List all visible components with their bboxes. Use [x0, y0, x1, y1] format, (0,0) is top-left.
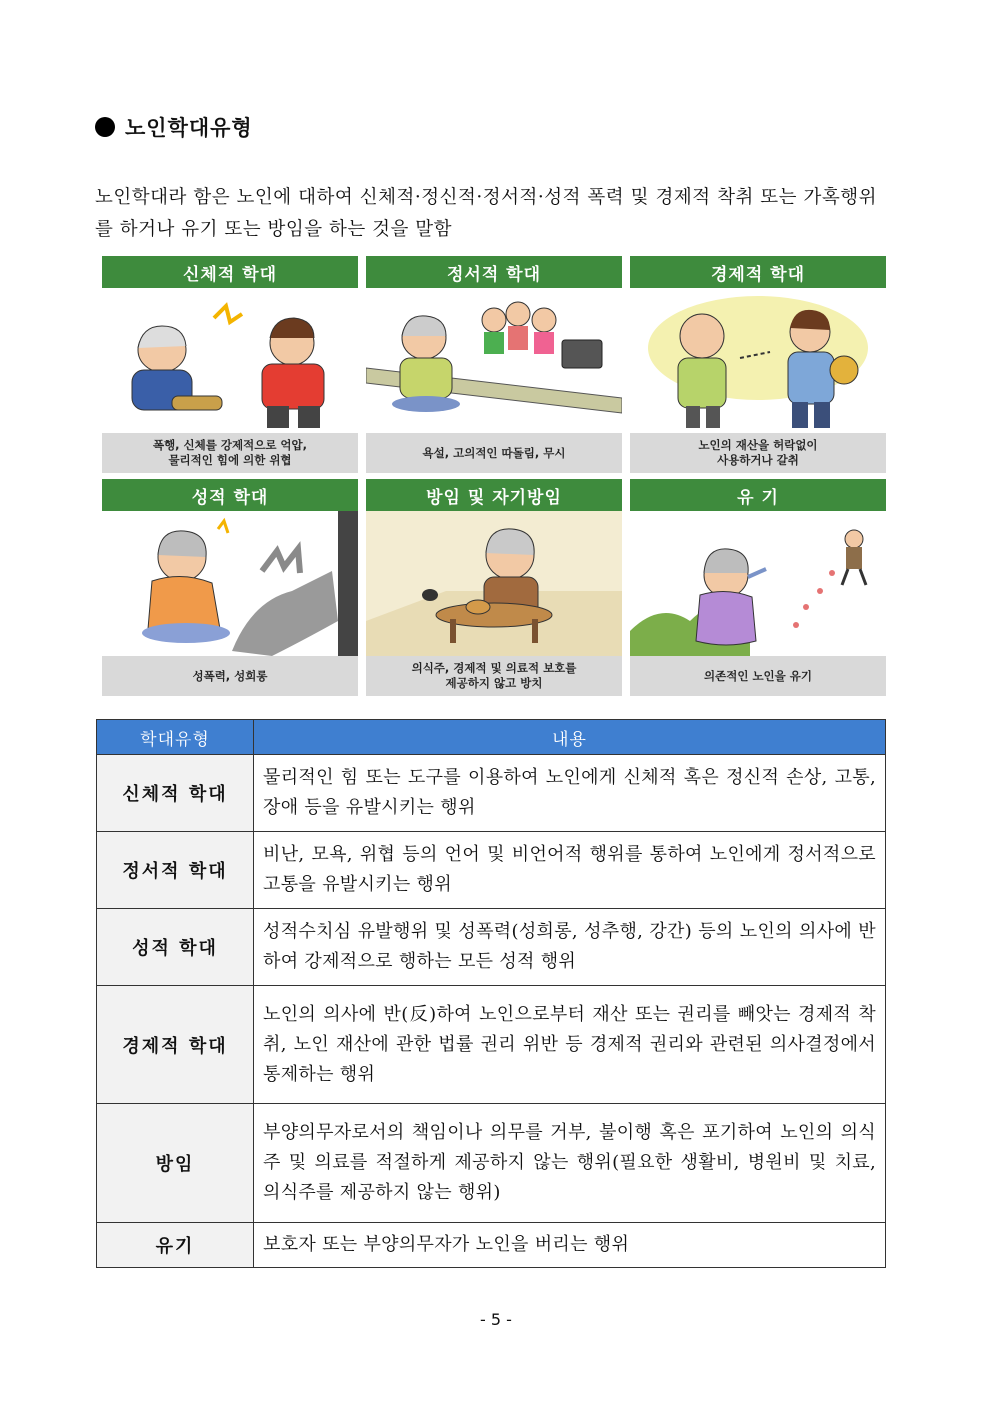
desc-cell: 물리적인 힘 또는 도구를 이용하여 노인에게 신체적 혹은 정신적 손상, 고통, 장애 등을 유발시키는 행위: [254, 755, 886, 832]
type-cell: 방임: [97, 1104, 254, 1223]
type-cell: 유기: [97, 1223, 254, 1268]
card-sexual-abuse: [102, 479, 358, 696]
card-caption: 노인의 재산을 허락없이 사용하거나 갈취: [630, 433, 886, 473]
table-row: [97, 909, 886, 986]
emotional-abuse-illustration: [366, 288, 622, 433]
desc-cell: 비난, 모욕, 위협 등의 언어 및 비언어적 행위를 통하여 노인에게 정서적으로 고통을 유발시키는 행위: [254, 832, 886, 909]
type-cell: 신체적 학대: [97, 755, 254, 832]
card-physical-abuse: [102, 256, 358, 473]
table-row: [97, 986, 886, 1104]
card-title: 성적 학대: [102, 479, 358, 511]
table-row: [97, 1223, 886, 1268]
sexual-abuse-illustration: [102, 511, 358, 656]
card-emotional-abuse: [366, 256, 622, 473]
card-economic-abuse: [630, 256, 886, 473]
physical-abuse-illustration: [102, 288, 358, 433]
abuse-type-illustrations: [102, 256, 886, 696]
heading-text: 노인학대유형: [125, 116, 253, 140]
header-content: 내용: [254, 720, 886, 755]
table-row: [97, 832, 886, 909]
card-caption: 의식주, 경제적 및 의료적 보호를 제공하지 않고 방치: [366, 656, 622, 696]
economic-abuse-illustration: [630, 288, 886, 433]
type-cell: 정서적 학대: [97, 832, 254, 909]
card-title: 경제적 학대: [630, 256, 886, 288]
card-caption: 의존적인 노인을 유기: [630, 656, 886, 696]
card-title: 방임 및 자기방임: [366, 479, 622, 511]
header-type: 학대유형: [97, 720, 254, 755]
desc-cell: 부양의무자로서의 책임이나 의무를 거부, 불이행 혹은 포기하여 노인의 의식주 및 의료를 적절하게 제공하지 않는 행위(필요한 생활비, 병원비 및 치료, 의식주를 제공하지 않는 행위): [254, 1104, 886, 1223]
desc-cell: 보호자 또는 부양의무자가 노인을 버리는 행위: [254, 1223, 886, 1268]
type-cell: 경제적 학대: [97, 986, 254, 1104]
abuse-type-table: [96, 719, 886, 1268]
bullet-icon: [95, 117, 115, 137]
abandonment-illustration: [630, 511, 886, 656]
intro-paragraph: 노인학대라 함은 노인에 대하여 신체적·정신적·정서적·성적 폭력 및 경제적 착취 또는 가혹행위를 하거나 유기 또는 방임을 하는 것을 말함: [95, 187, 877, 240]
section-heading: [95, 112, 253, 142]
card-neglect: [366, 479, 622, 696]
card-caption: 폭행, 신체를 강제적으로 억압, 물리적인 힘에 의한 위협: [102, 433, 358, 473]
desc-cell: 노인의 의사에 반(反)하여 노인으로부터 재산 또는 권리를 빼앗는 경제적 착취, 노인 재산에 관한 법률 권리 위반 등 경제적 권리와 관련된 의사결정에서 통제하는 행위: [254, 986, 886, 1104]
card-caption: 성폭력, 성희롱: [102, 656, 358, 696]
page-number: - 5 -: [480, 1310, 512, 1329]
table-row: [97, 755, 886, 832]
neglect-illustration: [366, 511, 622, 656]
table-header-row: [97, 720, 886, 755]
card-title: 유 기: [630, 479, 886, 511]
desc-cell: 성적수치심 유발행위 및 성폭력(성희롱, 성추행, 강간) 등의 노인의 의사에 반하여 강제적으로 행하는 모든 성적 행위: [254, 909, 886, 986]
card-caption: 욕설, 고의적인 따돌림, 무시: [366, 433, 622, 473]
card-title: 신체적 학대: [102, 256, 358, 288]
type-cell: 성적 학대: [97, 909, 254, 986]
card-title: 정서적 학대: [366, 256, 622, 288]
table-row: [97, 1104, 886, 1223]
card-abandonment: [630, 479, 886, 696]
